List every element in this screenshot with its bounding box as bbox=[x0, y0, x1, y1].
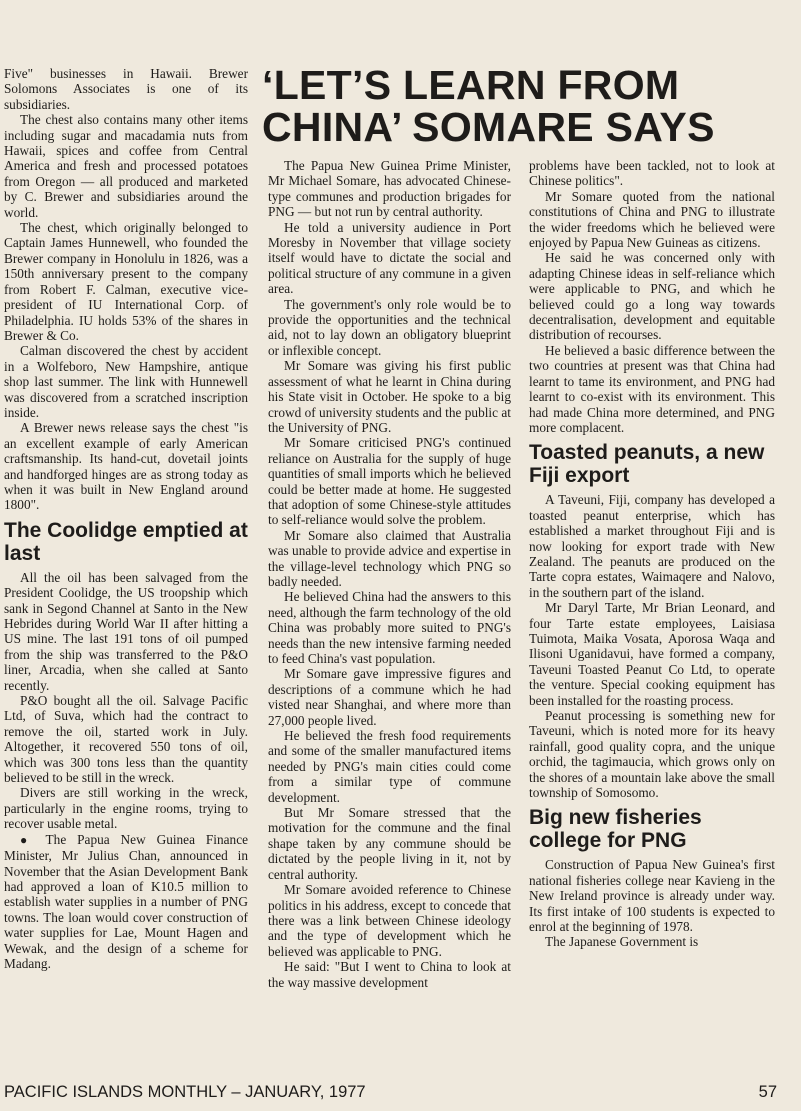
paragraph: All the oil has been salvaged from the President Coolidge, the US troopship which sank in Segond Channel at Santo in the New Hebrides during World War II after hitting a US mine. The last 191 tons of oil pumped from the ship was transferred to the P&O liner, Arcadia, when she called at Santo recently. bbox=[4, 569, 248, 693]
left-column bbox=[4, 66, 248, 971]
paragraph: He said: "But I went to China to look at the way massive development bbox=[268, 959, 511, 990]
paragraph: Peanut processing is something new for Taveuni, which is noted more for its heavy rainfall, good quality copra, and the unique orchid, the tagimaucia, which grows only on the shores of a mountain lake above the small township of Somosomo. bbox=[529, 708, 775, 801]
paragraph: problems have been tackled, not to look at Chinese politics". bbox=[529, 158, 775, 189]
paragraph: He told a university audience in Port Moresby in November that village society itself would have to dictate the social and political structure of any commune in a given area. bbox=[268, 219, 511, 297]
article-headline: ‘LET’S LEARN FROM CHINA’ SOMARE SAYS bbox=[262, 62, 715, 150]
paragraph: Divers are still working in the wreck, particularly in the engine rooms, trying to recover usable metal. bbox=[4, 785, 248, 832]
paragraph: Mr Somare avoided reference to Chinese politics in his address, except to concede that there was a link between Chinese ideology and the type of development which he believed was applicable to PNG. bbox=[268, 882, 511, 959]
paragraph: Mr Daryl Tarte, Mr Brian Leonard, and four Tarte estate employees, Laisiasa Tuimota, Maika Vosata, Aporosa Waqa and Ilisoni Uganidavui, have formed a company, Taveuni Toasted Peanut Co Ltd, to operate the venture. Special cooking equipment has been installed for the roasting process. bbox=[529, 600, 775, 708]
paragraph: The Japanese Government is bbox=[545, 934, 699, 950]
paragraph: Mr Somare gave impressive figures and descriptions of a commune which he had visted near Shanghai, and where more than 27,000 people lived. bbox=[268, 666, 511, 728]
paragraph: But Mr Somare stressed that the motivation for the commune and the final shape taken by any commune should be dictated by the people living in it, not by central authority. bbox=[268, 805, 511, 882]
paragraph: The government's only role would be to provide the opportunities and the technical aid, not to lay down an obligatory blueprint or inflexible concept. bbox=[268, 296, 511, 358]
bullet-icon: ● bbox=[20, 832, 35, 847]
paragraph: The chest also contains many other items including sugar and macadamia nuts from Hawaii, spices and coffee from Central America and fresh and processed potatoes from Oregon — all produced and marketed by C. Brewer and subsidiaries around the world. bbox=[4, 112, 248, 220]
paragraph: The chest, which originally belonged to Captain James Hunnewell, who founded the Brewer company in Honolulu in 1826, was a 150th anniversary present to the company from Robert F. Calman, executive vice-president of IU International Corp. of Philadelphia. IU holds 53% of the shares in Brewer & Co. bbox=[4, 220, 248, 343]
paragraph: He believed China had the answers to this need, although the farm technology of the old China was probably more suited to PNG's needs than the new intensive farming needed to feed China's vast population. bbox=[268, 589, 511, 666]
coolidge-heading: The Coolidge emptied at last bbox=[4, 518, 248, 565]
paragraph bbox=[4, 832, 248, 972]
fisheries-heading: Big new fisheries college for PNG bbox=[529, 806, 702, 853]
page-footer bbox=[4, 1083, 777, 1102]
paragraph: Construction of Papua New Guinea's first national fisheries college near Kavieng in the New Ireland province is already under way. Its first intake of 100 students is expected to enrol at the beginning of 1978. bbox=[529, 857, 775, 935]
page-number: 57 bbox=[758, 1083, 777, 1101]
paragraph: Mr Somare quoted from the national constitutions of China and PNG to illustrate the wider freedoms which he believed were enjoyed by Papua New Guineas as citizens. bbox=[529, 188, 775, 251]
publication-title: PACIFIC ISLANDS MONTHLY – JANUARY, 1977 bbox=[4, 1083, 366, 1101]
right-column bbox=[529, 158, 775, 950]
paragraph: Mr Somare was giving his first public assessment of what he learnt in China during his State visit in October. He spoke to a big crowd of university students and the public at the University of PNG. bbox=[268, 358, 511, 435]
news-brief: The Papua New Guinea Finance Minister, Mr Julius Chan, announced in November that the Asian Development Bank had approved a loan of K10.5 million to establish water supplies in a number of PNG towns. The loan would cover construction of water supplies for Lae, Mount Hagen and Wewak, and the design of a scheme for Madang. bbox=[4, 831, 249, 971]
paragraph: A Taveuni, Fiji, company has developed a toasted peanut enterprise, which has established a market throughout Fiji and is now looking for export trade with New Zealand. The peanuts are produced on the Tarte copra estates, Waimaqere and Nalovo, in the southern part of the island. bbox=[529, 492, 775, 600]
paragraph: The Papua New Guinea Prime Minister, Mr Michael Somare, has advocated Chinese-type communes and production brigades for PNG — but not run by central authority. bbox=[268, 158, 511, 220]
paragraph: He said he was concerned only with adapting Chinese ideas in self-reliance which were applicable to PNG, and which he believed could go a long way towards decentralisation, development and equitable distribution of recourses. bbox=[529, 250, 775, 343]
paragraph: A Brewer news release says the chest "is an excellent example of early American craftsmanship. Its hand-cut, dovetail joints and handforged hinges are as strong today as when it was built in New England around 1800". bbox=[4, 420, 248, 513]
middle-column bbox=[268, 158, 511, 990]
paragraph: Mr Somare criticised PNG's continued reliance on Australia for the supply of huge quantities of small imports which he believed could be better made at home. He suggested that adoption of some Chinese-style attitudes to self-reliance would solve the problem. bbox=[268, 435, 511, 528]
paragraph: He believed a basic difference between the two countries at present was that China had learnt to tame its environment, and PNG had learnt to co-exist with its environment. This had made China more determined, and PNG more complacent. bbox=[529, 342, 775, 435]
peanuts-heading: Toasted peanuts, a new Fiji export bbox=[529, 441, 765, 488]
paragraph: Five" businesses in Hawaii. Brewer Solomons Associates is one of its subsidiaries. bbox=[4, 66, 248, 112]
paragraph: Calman discovered the chest by accident in a Wolfeboro, New Hampshire, antique shop last summer. The link with Hunnewell was discovered from a scratched inscription inside. bbox=[4, 343, 248, 420]
paragraph: He believed the fresh food requirements and some of the smaller manufactured items needed by PNG's main cities could come from a similar type of commune development. bbox=[268, 728, 511, 805]
paragraph: Mr Somare also claimed that Australia was unable to provide advice and expertise in the village-level technology which PNG so badly needed. bbox=[268, 527, 511, 589]
paragraph: P&O bought all the oil. Salvage Pacific Ltd, of Suva, which had the contract to remove the oil, started work in July. Altogether, it recovered 550 tons of oil, which was 300 tons less than the quantity believed to be still in the wreck. bbox=[4, 693, 248, 786]
